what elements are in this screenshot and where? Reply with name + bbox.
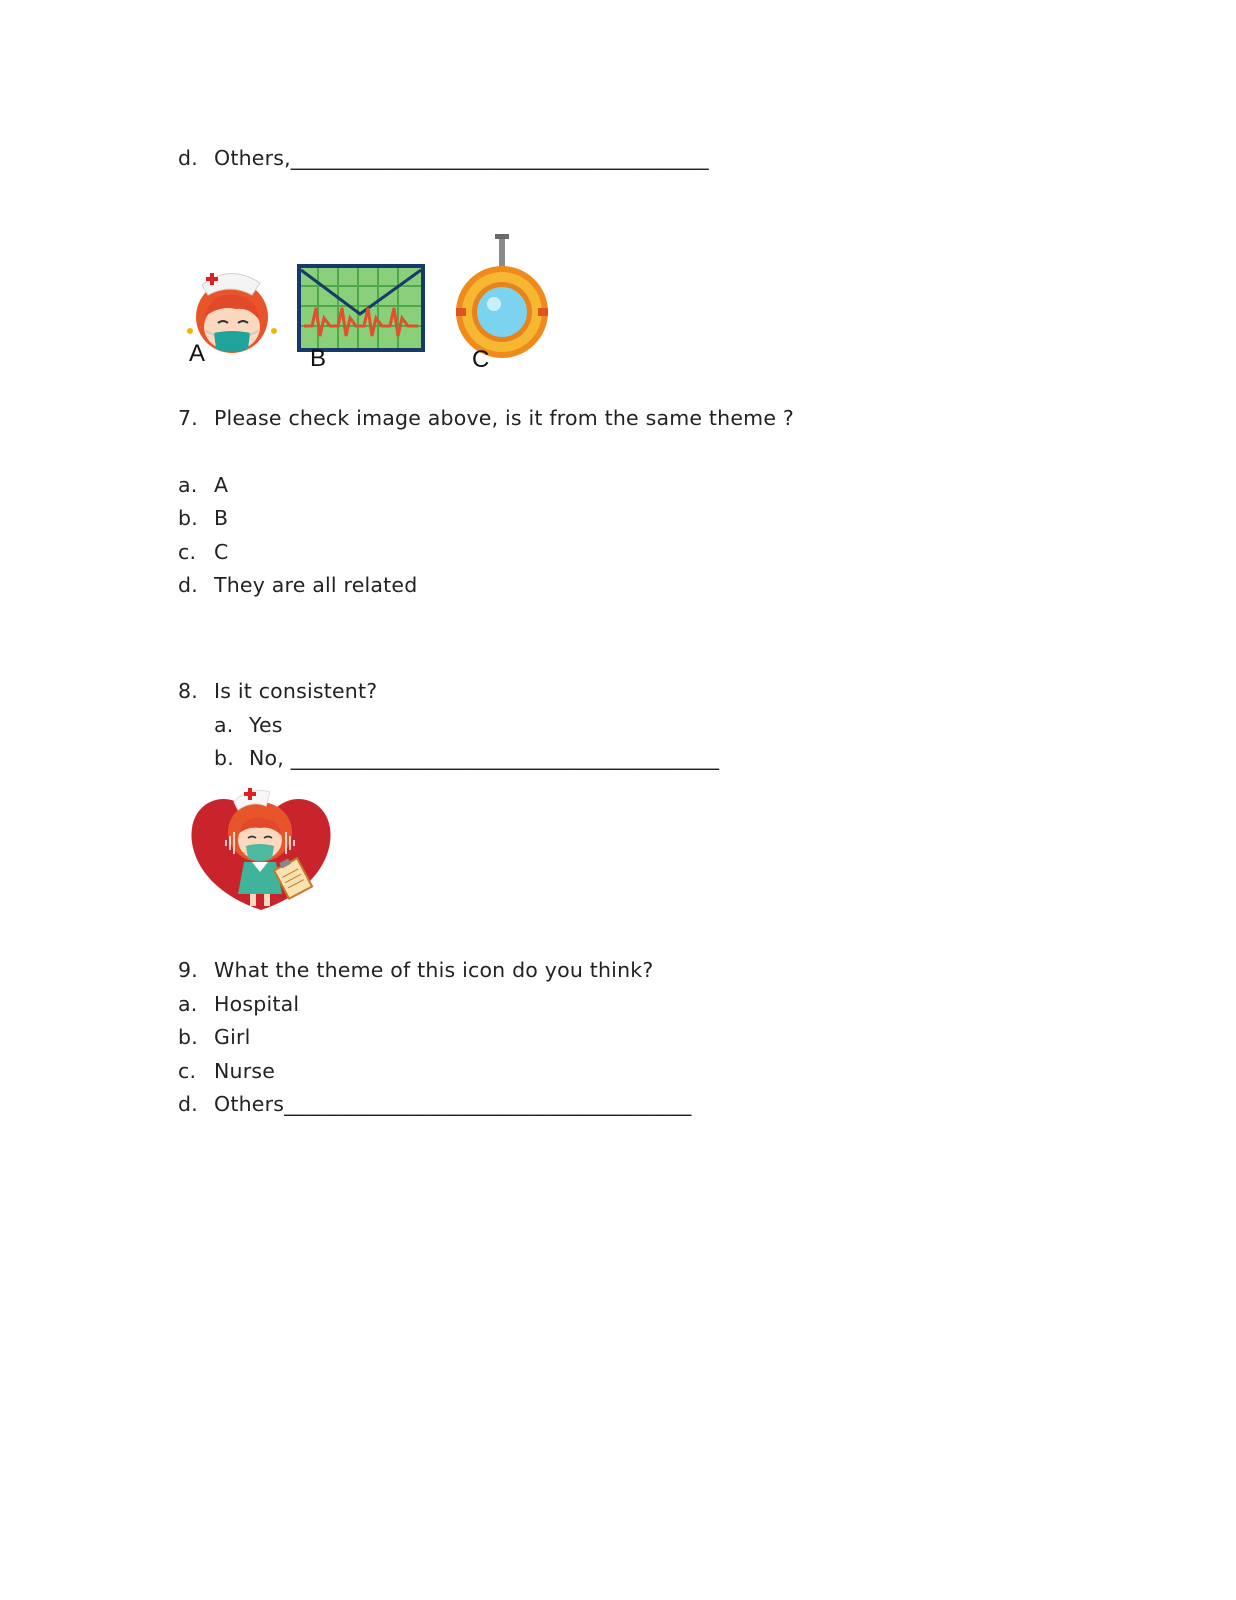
q7-option-d: They are all related <box>214 573 418 597</box>
q8-option-b: No, _________________________________________ <box>249 746 720 770</box>
q7-option-d-marker: d. <box>178 573 198 597</box>
q7-option-b-marker: b. <box>178 506 198 530</box>
question-7-text: Please check image above, is it from the same theme ? <box>214 406 794 430</box>
q8-option-a: Yes <box>249 713 283 737</box>
question-8-number: 8. <box>178 679 198 703</box>
q7-option-a: A <box>214 473 229 497</box>
q9-option-c-marker: c. <box>178 1059 197 1083</box>
question-9-number: 9. <box>178 958 198 982</box>
q9-option-a: Hospital <box>214 992 300 1016</box>
image-label-c: C <box>472 346 490 373</box>
q7-option-c-marker: c. <box>178 540 197 564</box>
prev-option-marker: d. <box>178 146 198 170</box>
q9-option-d: Others_______________________________________ <box>214 1092 692 1116</box>
heart-monitor-icon <box>296 262 428 356</box>
q7-option-a-marker: a. <box>178 473 198 497</box>
q9-option-b-marker: b. <box>178 1025 198 1049</box>
nurse-heart-icon <box>186 782 336 914</box>
q8-option-b-marker: b. <box>214 746 234 770</box>
q9-option-d-marker: d. <box>178 1092 198 1116</box>
q9-option-c: Nurse <box>214 1059 276 1083</box>
prev-option-others: Others,________________________________________ <box>214 146 709 170</box>
image-label-a: A <box>189 340 206 367</box>
lifebuoy-icon <box>452 232 554 372</box>
q9-option-a-marker: a. <box>178 992 198 1016</box>
q8-option-a-marker: a. <box>214 713 234 737</box>
q7-option-c: C <box>214 540 229 564</box>
question-7-number: 7. <box>178 406 198 430</box>
image-label-b: B <box>310 345 327 372</box>
question-9-text: What the theme of this icon do you think? <box>214 958 654 982</box>
q9-option-b: Girl <box>214 1025 251 1049</box>
question-8-text: Is it consistent? <box>214 679 378 703</box>
q7-option-b: B <box>214 506 229 530</box>
